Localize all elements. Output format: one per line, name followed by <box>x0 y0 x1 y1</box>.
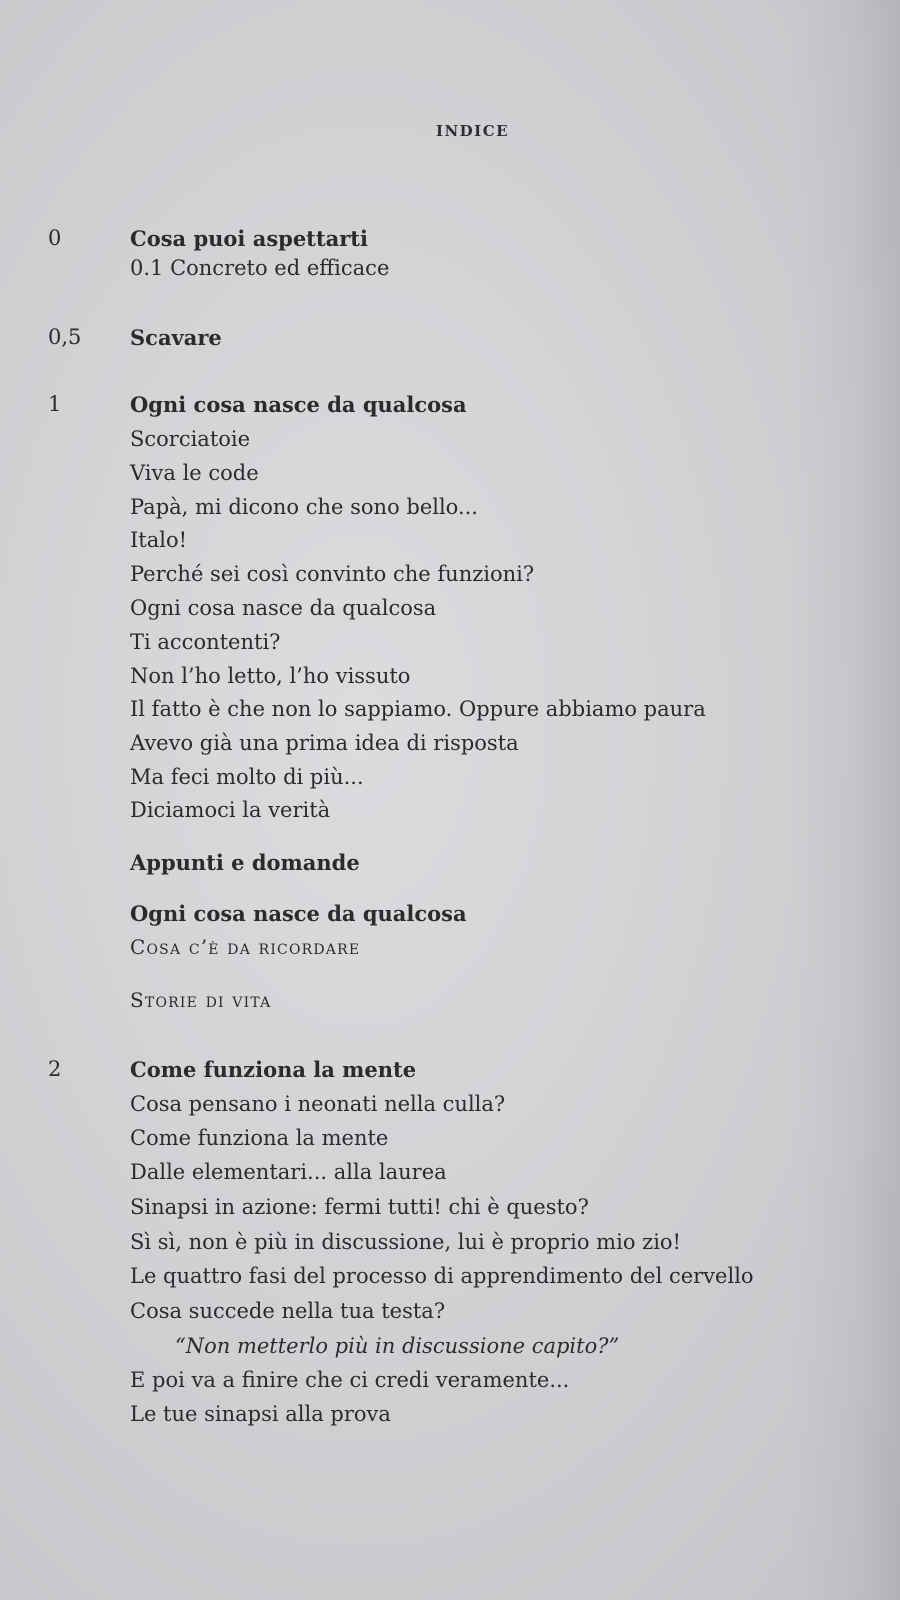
chapter-number: 1 <box>48 392 62 416</box>
chapter-title: Scavare <box>130 325 222 350</box>
toc-entry: 0.1 Concreto ed efficace <box>130 256 390 280</box>
toc-entry: Le quattro fasi del processo di apprendimento del cervello <box>130 1264 754 1288</box>
toc-entry: Ti accontenti? <box>130 630 281 654</box>
toc-entry: Perché sei così convinto che funzioni? <box>130 562 535 586</box>
chapter-title: Come funziona la mente <box>130 1057 417 1082</box>
toc-entry: Scorciatoie <box>130 427 251 451</box>
toc-entry: Avevo già una prima idea di risposta <box>130 731 519 755</box>
toc-entry: Sinapsi in azione: fermi tutti! chi è questo? <box>130 1195 589 1219</box>
toc-entry: Dalle elementari... alla laurea <box>130 1160 447 1184</box>
page-header: INDICE <box>435 122 510 140</box>
toc-section-stories: Storie di vita <box>130 988 272 1012</box>
toc-entry-remember: Cosa c’è da ricordare <box>130 935 361 959</box>
chapter-number: 0 <box>48 226 62 250</box>
toc-entry: E poi va a finire che ci credi veramente... <box>130 1368 570 1392</box>
toc-entry: Le tue sinapsi alla prova <box>130 1402 391 1426</box>
toc-entry: Papà, mi dicono che sono bello... <box>130 495 478 519</box>
toc-section-summary: Ogni cosa nasce da qualcosa <box>130 901 467 926</box>
toc-entry: Non l’ho letto, l’ho vissuto <box>130 664 411 688</box>
chapter-number: 0,5 <box>48 325 82 349</box>
toc-section-notes: Appunti e domande <box>130 850 360 875</box>
toc-entry: Cosa pensano i neonati nella culla? <box>130 1092 506 1116</box>
page-edge-shadow <box>790 0 900 1600</box>
toc-entry: Ma feci molto di più... <box>130 765 364 789</box>
chapter-number: 2 <box>48 1057 62 1081</box>
toc-entry: Ogni cosa nasce da qualcosa <box>130 596 437 620</box>
toc-entry: Il fatto è che non lo sappiamo. Oppure abbiamo paura <box>130 697 706 721</box>
toc-entry: Italo! <box>130 528 188 552</box>
toc-entry: Viva le code <box>130 461 259 485</box>
toc-entry: Sì sì, non è più in discussione, lui è proprio mio zio! <box>130 1230 681 1254</box>
chapter-title: Cosa puoi aspettarti <box>130 226 368 251</box>
toc-entry: Come funziona la mente <box>130 1126 389 1150</box>
toc-entry-quote: “Non metterlo più in discussione capito?” <box>175 1334 620 1358</box>
toc-entry: Cosa succede nella tua testa? <box>130 1299 446 1323</box>
chapter-title: Ogni cosa nasce da qualcosa <box>130 392 467 417</box>
toc-entry: Diciamoci la verità <box>130 798 331 822</box>
